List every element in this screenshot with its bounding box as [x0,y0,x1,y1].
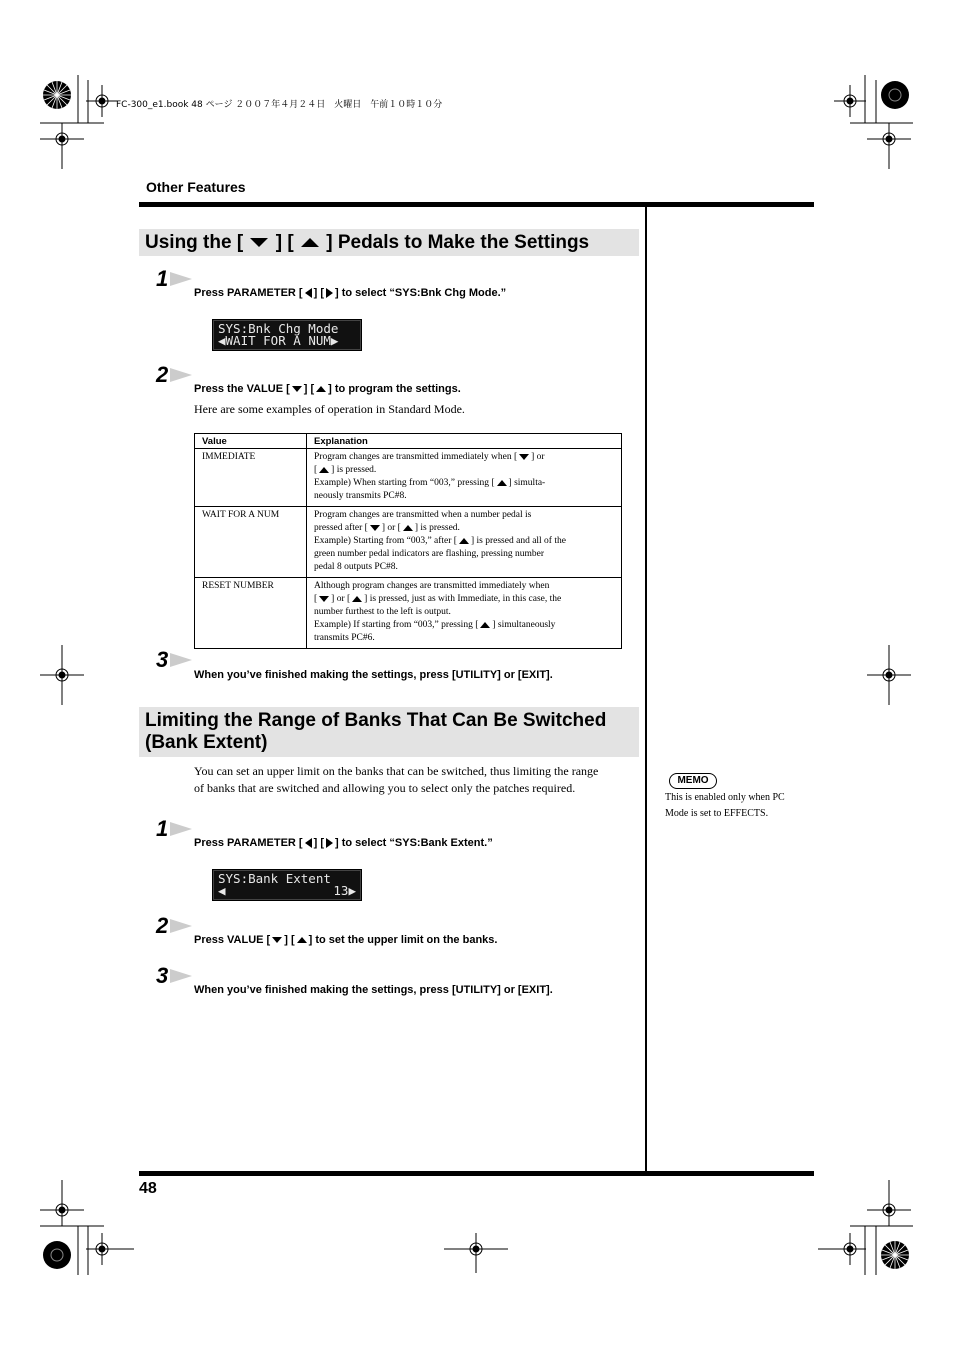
table-row [195,449,622,507]
step-marker-icon [170,368,192,382]
table-cell-explanation: Although program changes are transmitted immediately when [ ] or [ ] is pressed, just as with Immediate, in this case, the number furthest to the left is output. Example) If starting from “003,” pressing [ ] simultaneously transmits PC#6. [307,578,622,649]
memo-badge: MEMO [669,773,717,789]
section2-heading: Limiting the Range of Banks That Can Be Switched (Bank Extent) [145,710,607,753]
intro-text: You can set an upper limit on the banks that can be switched, thus limiting the range of banks that are switched and allowing you to select only the patches required. [194,764,599,795]
up-pedal-icon [480,622,490,628]
print-header: FC-300_e1.book 48 ページ ２００７年４月２４日 火曜日 午前１０時１０分 [116,100,443,110]
table-cell-explanation: Program changes are transmitted immediately when [ ] or [ ] is pressed. Example) When starting from “003,” pressing [ ] simulta- neously transmits PC#8. [307,449,622,507]
table-cell-value: RESET NUMBER [195,578,307,649]
table-cell-value: WAIT FOR A NUM [195,507,307,578]
section1-heading-band [139,229,639,256]
bottom-rule [139,1171,814,1176]
lcd-display [212,869,362,901]
step-instruction: Press VALUE [ ] [ ] to set the upper limit on the banks. [194,934,498,946]
up-pedal-icon [459,538,469,544]
step-number: 3 [156,647,169,672]
section2-heading-band [139,707,639,757]
right-arrow-icon [326,838,333,848]
down-pedal-icon [519,454,529,460]
left-arrow-icon [305,288,312,298]
table-header-value: Value [195,434,307,449]
step-instruction: When you’ve finished making the settings, press [UTILITY] or [EXIT]. [194,669,553,681]
down-pedal-icon [272,937,282,943]
step-number: 1 [156,816,169,841]
down-pedal-icon [250,238,268,247]
step-number: 3 [156,963,169,988]
table-row [195,507,622,578]
column-rule [645,207,647,1174]
top-rule [139,202,814,207]
up-pedal-icon [403,525,413,531]
step-number: 1 [156,266,169,291]
lcd-left-arrow-icon: ◀ [218,333,226,348]
step-marker-icon [170,272,192,286]
step-instruction: Press PARAMETER [ ] [ ] to select “SYS:Bank Extent.” [194,837,493,849]
step-marker-icon [170,822,192,836]
step-instruction: When you’ve finished making the settings, press [UTILITY] or [EXIT]. [194,984,553,996]
lcd-right-arrow-icon: ▶ [348,883,356,898]
lcd-line-1: SYS:Bnk Chg Mode [218,321,339,336]
right-arrow-icon [326,288,333,298]
memo-text: This is enabled only when PC Mode is set to EFFECTS. [665,792,785,819]
step-marker-icon [170,969,192,983]
intro-text: Here are some examples of operation in Standard Mode. [194,402,465,416]
up-pedal-icon [297,937,307,943]
step-instruction: Press the VALUE [ ] [ ] to program the settings. [194,383,461,395]
lcd-line-2: ◀ 13▶ [218,883,356,898]
lcd-line-2: ◀WAIT FOR A NUM▶ [218,333,339,348]
table-row [195,578,622,649]
down-pedal-icon [319,596,329,602]
up-pedal-icon [352,596,362,602]
step-marker-icon [170,919,192,933]
step-number: 2 [156,913,169,938]
table-header-explanation: Explanation [307,434,622,449]
step-instruction: Press PARAMETER [ ] [ ] to select “SYS:Bnk Chg Mode.” [194,287,507,299]
lcd-display [212,319,362,351]
left-arrow-icon [305,838,312,848]
up-pedal-icon [319,467,329,473]
lcd-left-arrow-icon: ◀ [218,883,226,898]
operation-table [194,433,622,649]
lcd-right-arrow-icon: ▶ [330,333,339,348]
page-number: 48 [139,1180,157,1197]
down-pedal-icon [292,386,302,392]
section1-heading: Using the [ ] [ ] Pedals to Make the Settings [145,232,590,253]
table-cell-value: IMMEDIATE [195,449,307,507]
table-cell-explanation: Program changes are transmitted when a number pedal is pressed after [ ] or [ ] is pressed. Example) Starting from “003,” after [ ] is pressed and all of the green number pedal indicators are flashing, pressing number pedal 8 outputs PC#8. [307,507,622,578]
down-pedal-icon [370,525,380,531]
step-number: 2 [156,362,169,387]
section-label: Other Features [146,179,246,195]
lcd-line-1: SYS:Bank Extent [218,871,331,886]
up-pedal-icon [301,238,319,247]
step-marker-icon [170,653,192,667]
up-pedal-icon [497,480,507,486]
up-pedal-icon [316,386,326,392]
